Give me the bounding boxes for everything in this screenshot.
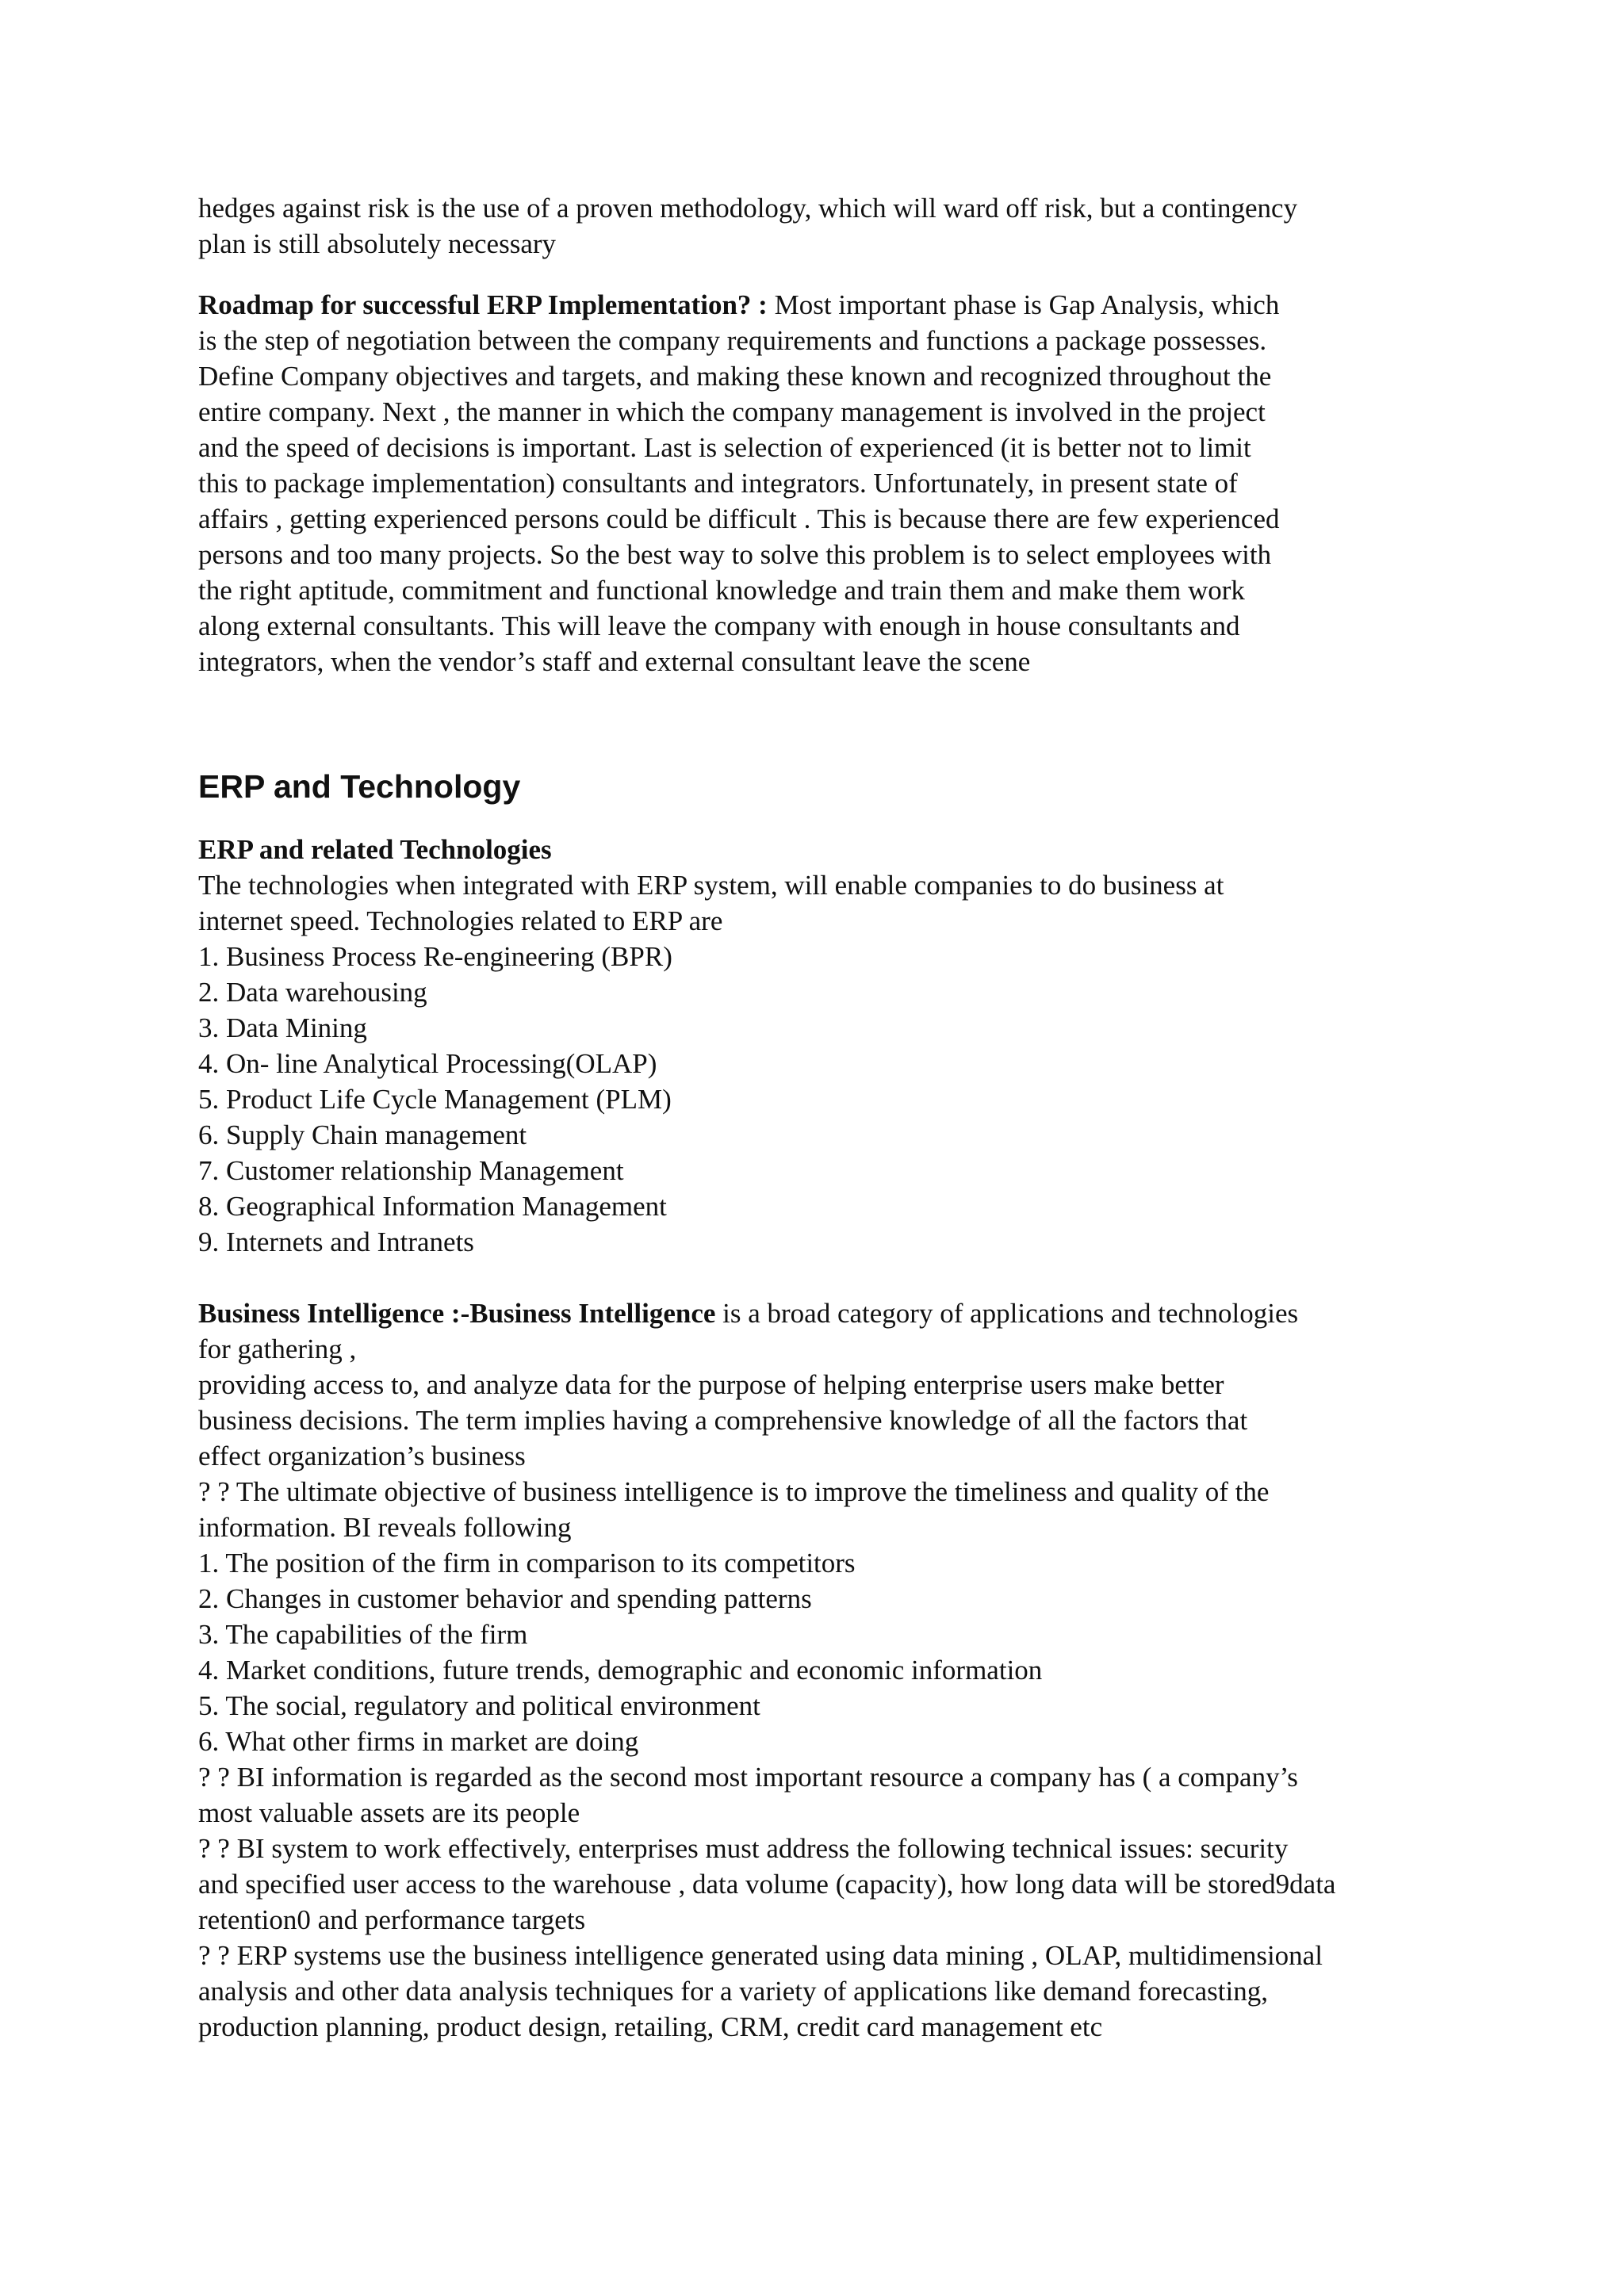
- list-item: 8. Geographical Information Management: [198, 1191, 667, 1222]
- list-item: 7. Customer relationship Management: [198, 1155, 624, 1186]
- roadmap-line: affairs , getting experienced persons could be difficult . This is because there are few experienced: [198, 503, 1280, 534]
- bi-line: analysis and other data analysis techniques for a variety of applications like demand forecasting,: [198, 1976, 1268, 2007]
- intro-paragraph: [198, 190, 1451, 262]
- bi-line: production planning, product design, retailing, CRM, credit card management etc: [198, 2011, 1103, 2042]
- list-item: 3. Data Mining: [198, 1012, 367, 1043]
- roadmap-first-line: [198, 287, 1451, 323]
- related-technologies: [198, 832, 1451, 1260]
- intro-line: hedges against risk is the use of a proven methodology, which will ward off risk, but a contingency: [198, 193, 1298, 224]
- roadmap-line: is the step of negotiation between the company requirements and functions a package possesses.: [198, 325, 1267, 356]
- roadmap-heading: Roadmap for successful ERP Implementation? :: [198, 289, 768, 320]
- bi-first-line-text: is a broad category of applications and technologies: [715, 1298, 1299, 1329]
- bi-line: ? ? BI system to work effectively, enterprises must address the following technical issues: security: [198, 1833, 1289, 1864]
- list-item: 1. Business Process Re-engineering (BPR): [198, 941, 672, 972]
- roadmap-line: and the speed of decisions is important. Last is selection of experienced (it is better not to limit: [198, 432, 1251, 463]
- bi-list-item: 3. The capabilities of the firm: [198, 1619, 528, 1650]
- bi-line: providing access to, and analyze data for the purpose of helping enterprise users make better: [198, 1369, 1224, 1400]
- bi-line: ? ? ERP systems use the business intelligence generated using data mining , OLAP, multidimensional: [198, 1940, 1323, 1971]
- bi-line: business decisions. The term implies having a comprehensive knowledge of all the factors that: [198, 1405, 1248, 1436]
- bi-list-item: 1. The position of the firm in comparison to its competitors: [198, 1548, 856, 1578]
- bi-list-item: 4. Market conditions, future trends, demographic and economic information: [198, 1655, 1043, 1686]
- roadmap-line: integrators, when the vendor’s staff and external consultant leave the scene: [198, 646, 1031, 677]
- related-heading: ERP and related Technologies: [198, 834, 552, 865]
- related-line: The technologies when integrated with ERP system, will enable companies to do business at: [198, 870, 1224, 901]
- roadmap-line: persons and too many projects. So the best way to solve this problem is to select employees with: [198, 539, 1272, 570]
- roadmap-line: the right aptitude, commitment and functional knowledge and train them and make them work: [198, 575, 1245, 606]
- bi-line: effect organization’s business: [198, 1441, 526, 1471]
- roadmap-line: this to package implementation) consultants and integrators. Unfortunately, in present state of: [198, 468, 1238, 499]
- bi-line: ? ? The ultimate objective of business intelligence is to improve the timeliness and quality of the: [198, 1476, 1270, 1507]
- bi-first-line: [198, 1295, 1451, 1331]
- roadmap-line: Define Company objectives and targets, and making these known and recognized throughout the: [198, 361, 1272, 392]
- bi-line: information. BI reveals following: [198, 1512, 572, 1543]
- list-item: 9. Internets and Intranets: [198, 1226, 474, 1257]
- intro-line: plan is still absolutely necessary: [198, 228, 557, 259]
- bi-list-item: 5. The social, regulatory and political environment: [198, 1690, 760, 1721]
- document-page: [198, 190, 1451, 2045]
- list-item: 6. Supply Chain management: [198, 1119, 527, 1150]
- bi-list-item: 6. What other firms in market are doing: [198, 1726, 639, 1757]
- roadmap-first-line-text: Most important phase is Gap Analysis, which: [767, 289, 1280, 320]
- section-title: ERP and Technology: [198, 768, 521, 805]
- roadmap-paragraph: [198, 287, 1451, 679]
- list-item: 5. Product Life Cycle Management (PLM): [198, 1084, 672, 1115]
- list-item: 4. On- line Analytical Processing(OLAP): [198, 1048, 657, 1079]
- bi-line: most valuable assets are its people: [198, 1797, 580, 1828]
- bi-line: retention0 and performance targets: [198, 1904, 586, 1935]
- roadmap-line: entire company. Next , the manner in which the company management is involved in the project: [198, 396, 1266, 427]
- roadmap-line: along external consultants. This will leave the company with enough in house consultants and: [198, 610, 1240, 641]
- business-intelligence-section: [198, 1295, 1451, 2045]
- list-item: 2. Data warehousing: [198, 977, 427, 1008]
- bi-list-item: 2. Changes in customer behavior and spending patterns: [198, 1583, 812, 1614]
- bi-line: for gathering ,: [198, 1334, 357, 1364]
- bi-line: ? ? BI information is regarded as the second most important resource a company has ( a company’s: [198, 1762, 1298, 1793]
- bi-line: and specified user access to the warehouse , data volume (capacity), how long data will be stored9data: [198, 1869, 1336, 1900]
- related-line: internet speed. Technologies related to ERP are: [198, 905, 723, 936]
- bi-heading: Business Intelligence :-Business Intelligence: [198, 1298, 716, 1329]
